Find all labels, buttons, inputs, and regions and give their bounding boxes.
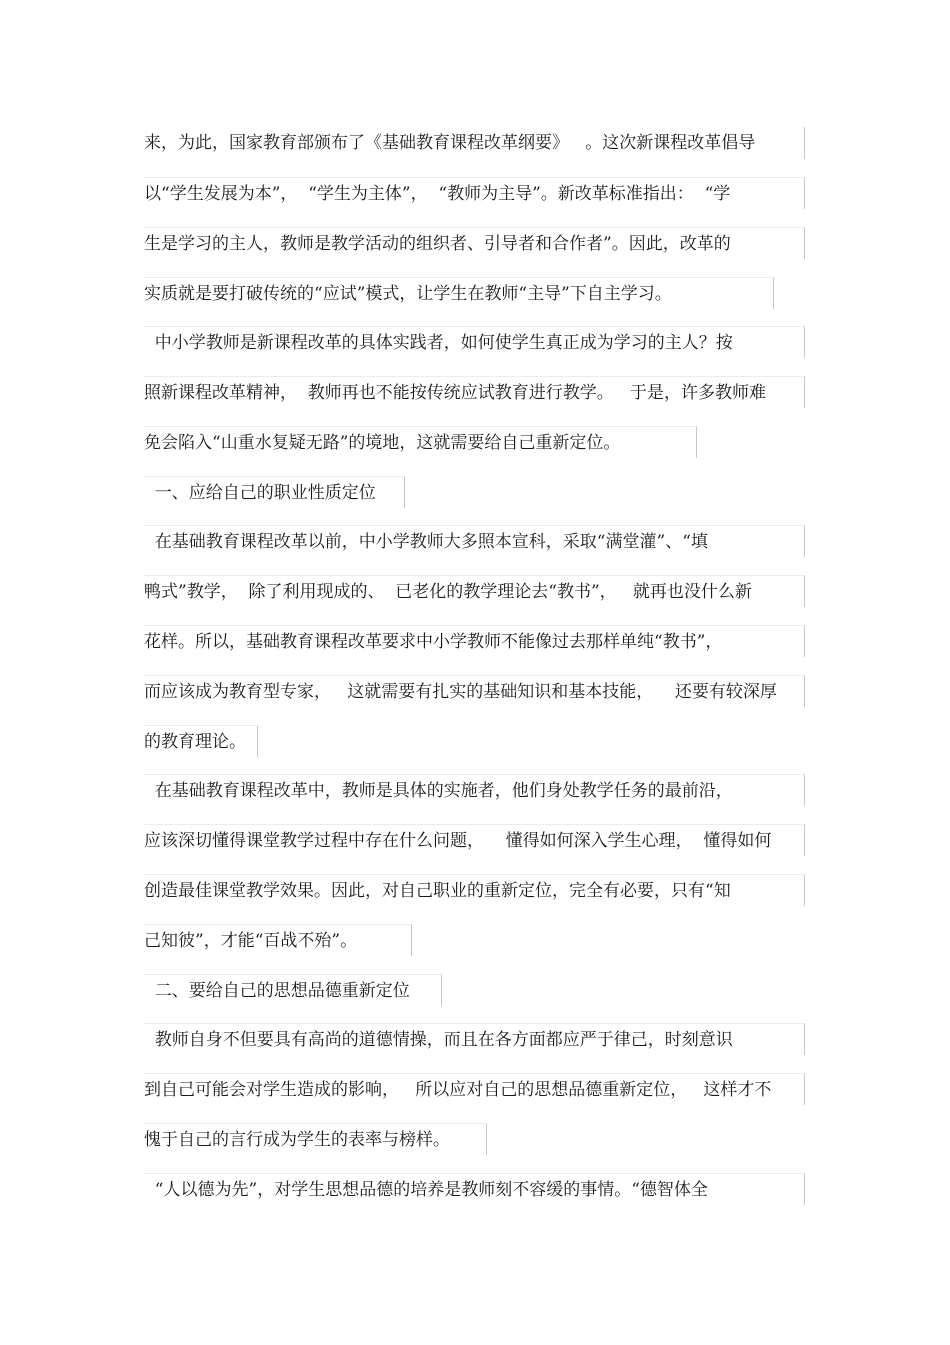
text-line: 应该深切懂得课堂教学过程中存在什么问题， 懂得如何深入学生心理， 懂得如何 (144, 824, 805, 856)
text-line: 的教育理论。 (144, 725, 258, 757)
text-line: “人以德为先”，对学生思想品德的培养是教师刻不容缓的事情。“德智体全 (144, 1173, 805, 1205)
text-line: 而应该成为教育型专家， 这就需要有扎实的基础知识和基本技能， 还要有较深厚 (144, 675, 805, 707)
text-line: 创造最佳课堂教学效果。因此，对自己职业的重新定位，完全有必要，只有“知 (144, 874, 805, 906)
text-line: 到自己可能会对学生造成的影响， 所以应对自己的思想品德重新定位， 这样才不 (144, 1073, 805, 1105)
text-line: 免会陷入“山重水复疑无路”的境地，这就需要给自己重新定位。 (144, 426, 697, 458)
text-line: 在基础教育课程改革以前，中小学教师大多照本宣科，采取“满堂灌”、“填 (144, 525, 805, 557)
text-line: 来，为此，国家教育部颁布了《基础教育课程改革纲要》 。这次新课程改革倡导 (144, 127, 805, 159)
section-heading: 一、应给自己的职业性质定位 (144, 476, 405, 508)
text-line: 中小学教师是新课程改革的具体实践者，如何使学生真正成为学习的主人？按 (144, 326, 805, 358)
text-line: 在基础教育课程改革中，教师是具体的实施者，他们身处教学任务的最前沿， (144, 774, 805, 806)
section-heading: 二、要给自己的思想品德重新定位 (144, 974, 442, 1006)
text-line: 以“学生发展为本”， “学生为主体”， “教师为主导”。新改革标准指出： “学 (144, 177, 805, 209)
text-line: 实质就是要打破传统的“应试”模式，让学生在教师“主导”下自主学习。 (144, 277, 774, 309)
text-line: 己知彼”，才能“百战不殆”。 (144, 924, 412, 956)
text-line: 教师自身不但要具有高尚的道德情操，而且在各方面都应严于律己，时刻意识 (144, 1023, 805, 1055)
text-line: 花样。所以，基础教育课程改革要求中小学教师不能像过去那样单纯“教书”， (144, 625, 805, 657)
text-line: 鸭式”教学， 除了利用现成的、 已老化的教学理论去“教书”， 就再也没什么新 (144, 575, 805, 607)
text-line: 生是学习的主人，教师是教学活动的组织者、引导者和合作者”。因此，改革的 (144, 227, 805, 259)
text-line: 愧于自己的言行成为学生的表率与榜样。 (144, 1123, 487, 1155)
text-line: 照新课程改革精神， 教师再也不能按传统应试教育进行教学。 于是，许多教师难 (144, 376, 805, 408)
